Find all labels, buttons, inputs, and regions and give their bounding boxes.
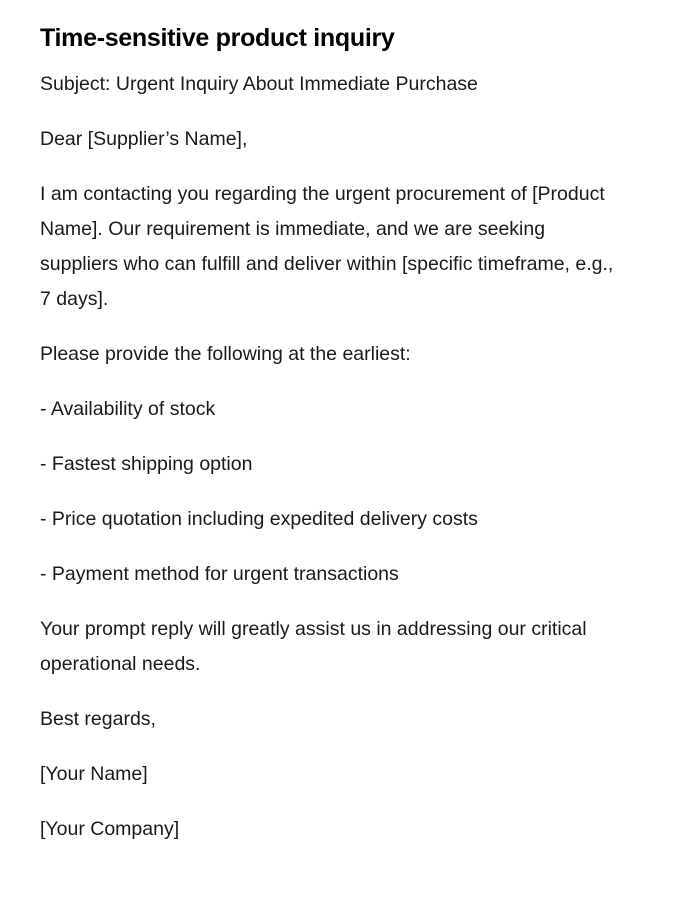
- list-item: - Fastest shipping option: [40, 453, 253, 475]
- document-title: Time-sensitive product inquiry: [40, 24, 395, 52]
- list-item: - Availability of stock: [40, 398, 216, 420]
- sender-company: [Your Company]: [40, 818, 180, 840]
- request-intro: Please provide the following at the earliest:: [40, 343, 411, 365]
- sender-name: [Your Name]: [40, 763, 148, 785]
- body-paragraph: I am contacting you regarding the urgent procurement of [Product Name]. Our requirement is immediate, and we are seeking suppliers who can fulfill and deliver within [specific timeframe, e.g., 7 days].: [40, 183, 614, 310]
- list-item: - Payment method for urgent transactions: [40, 563, 399, 585]
- list-item: - Price quotation including expedited delivery costs: [40, 508, 478, 530]
- subject-line: Subject: Urgent Inquiry About Immediate Purchase: [40, 73, 478, 95]
- sign-off: Best regards,: [40, 708, 156, 730]
- salutation: Dear [Supplier’s Name],: [40, 128, 248, 150]
- closing-paragraph: Your prompt reply will greatly assist us in addressing our critical operational needs.: [40, 618, 587, 675]
